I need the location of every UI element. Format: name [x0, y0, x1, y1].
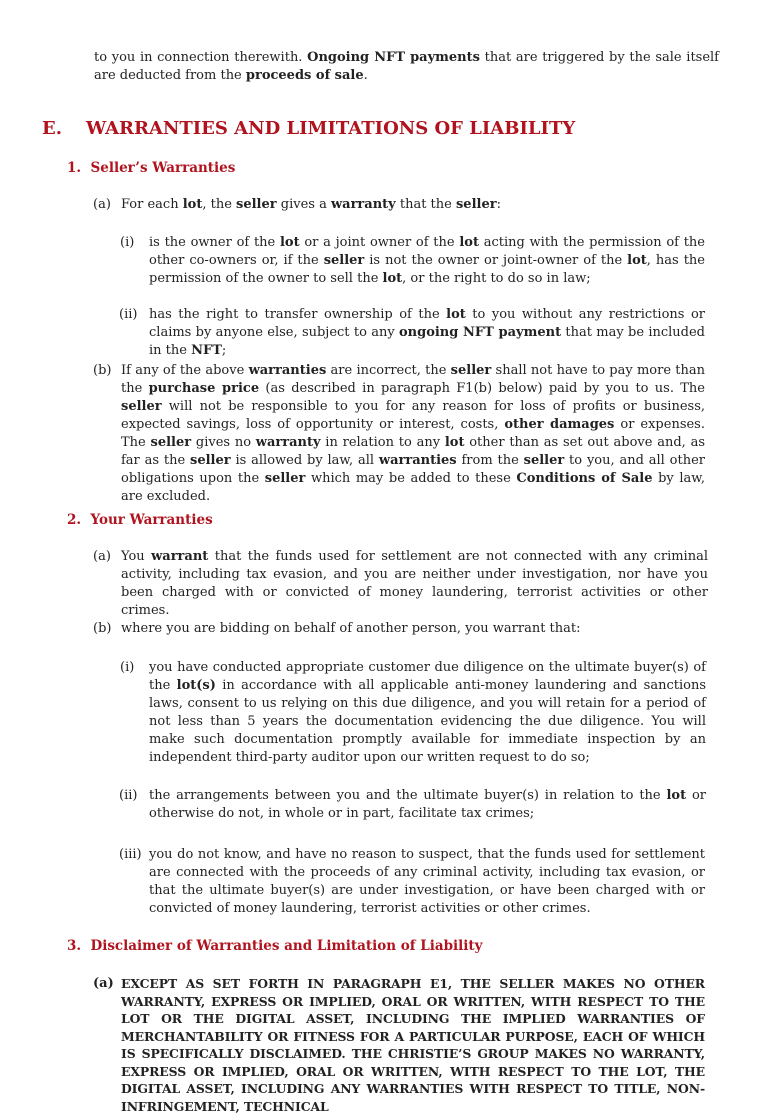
- s2-b-iii-text: you do not know, and have no reason to suspect, that the funds used for settlement are connected with the proceeds of any criminal activity, including tax evasion, or that the ultimate buyer(s) are under investigation, or have been charged with or convicted of money laundering, terrorist activities or other crimes.: [149, 847, 705, 916]
- s1-a-i-marker: (i): [120, 235, 135, 250]
- s1-a-text: For each lot, the seller gives a warranty that the seller:: [121, 197, 501, 212]
- s3-a-marker: (a): [93, 976, 114, 991]
- s2-b-marker: (b): [93, 621, 112, 636]
- s1-a-marker: (a): [93, 197, 111, 212]
- s1-b-text: If any of the above warranties are incorrect, the seller shall not have to pay more than the purchase price (as described in paragraph F1(b) below) paid by you to us. The seller will not be responsible to you for any reason for loss of profits or business, expected savings, loss of opportunity or interest, costs, other damages or expenses. The seller gives no warranty in relation to any lot other than as set out above and, as far as the seller is allowed by law, all warranties from the seller to you, and all other obligations upon the seller which may be added to these Conditions of Sale by law, are excluded.: [121, 363, 705, 504]
- heading-your-warranties: 2. Your Warranties: [67, 512, 213, 528]
- s1-b-marker: (b): [93, 363, 112, 378]
- s2-b-ii-text: the arrangements between you and the ultimate buyer(s) in relation to the lot or otherwise do not, in whole or in part, facilitate tax crimes;: [149, 788, 706, 821]
- s3-a-text: EXCEPT AS SET FORTH IN PARAGRAPH E1, THE SELLER MAKES NO OTHER WARRANTY, EXPRESS OR IMPLIED, ORAL OR WRITTEN, WITH RESPECT TO THE LOT OR THE DIGITAL ASSET, INCLUDING THE IMPLIED WARRANTIES OF MERCHANTABILITY OR FITNESS FOR A PARTICULAR PURPOSE, EACH OF WHICH IS SPECIFICALLY DISCLAIMED. THE CHRISTIE’S GROUP MAKES NO WARRANTY, EXPRESS OR IMPLIED, ORAL OR WRITTEN, WITH RESPECT TO THE LOT, THE DIGITAL ASSET, INCLUDING ANY WARRANTIES WITH RESPECT TO TITLE, NON-INFRINGEMENT, TECHNICAL: [121, 976, 705, 1114]
- s1-a-ii-text: has the right to transfer ownership of the lot to you without any restrictions or claims by anyone else, subject to any ongoing NFT payment that may be included in the NFT;: [149, 307, 706, 358]
- heading-disclaimer: 3. Disclaimer of Warranties and Limitation of Liability: [67, 938, 483, 954]
- s2-b-text: where you are bidding on behalf of another person, you warrant that:: [121, 621, 581, 636]
- s2-b-ii-marker: (ii): [119, 788, 138, 803]
- s2-b-i-text: you have conducted appropriate customer due diligence on the ultimate buyer(s) of the lot(s) in accordance with all applicable anti-money laundering and sanctions laws, consent to us relying on this due diligence, and you will retain for a period of not less than 5 years the documentation evidencing the due diligence. You will make such documentation promptly available for immediate inspection by an independent third-party auditor upon our written request to do so;: [149, 660, 706, 765]
- s2-a-marker: (a): [93, 549, 111, 564]
- s2-a-text: You warrant that the funds used for settlement are not connected with any criminal activity, including tax evasion, and you are neither under investigation, nor have you been charged with or convicted of money laundering, terrorist activities or other crimes.: [121, 549, 708, 618]
- section-e-title: WARRANTIES AND LIMITATIONS OF LIABILITY: [86, 118, 576, 139]
- heading-sellers-warranties: 1. Seller’s Warranties: [67, 160, 236, 176]
- s1-a-i-text: is the owner of the lot or a joint owner of the lot acting with the permission of the other co-owners or, if the seller is not the owner or joint-owner of the lot, has the permission of the owner to sell the lot, or the right to do so in law;: [149, 235, 705, 286]
- s2-b-iii-marker: (iii): [119, 847, 142, 862]
- section-e-letter: E.: [42, 118, 62, 139]
- intro-paragraph: to you in connection therewith. Ongoing NFT payments that are triggered by the sale itself are deducted from the proceeds of sale.: [94, 50, 719, 83]
- s2-b-i-marker: (i): [120, 660, 135, 675]
- s1-a-ii-marker: (ii): [119, 307, 138, 322]
